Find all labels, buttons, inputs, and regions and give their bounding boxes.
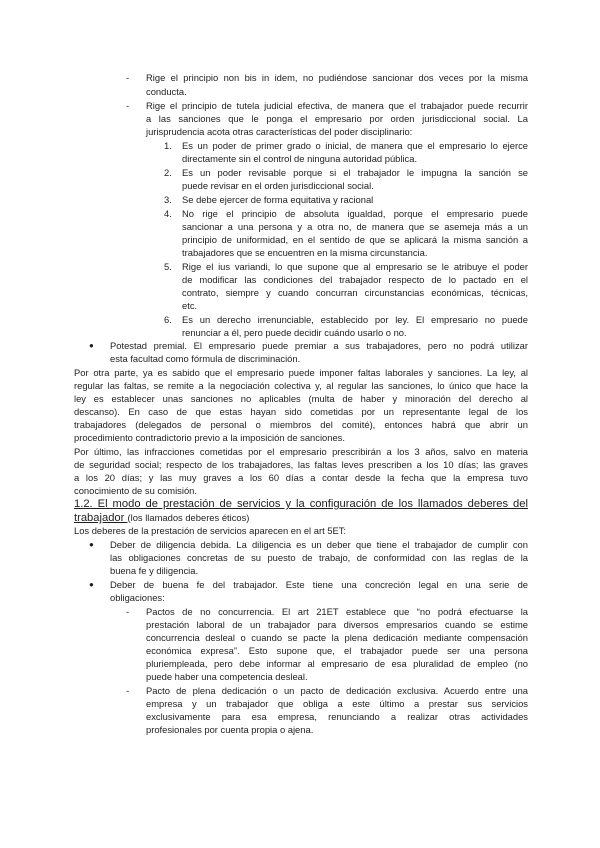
text-line: descanso). En caso de que estas hayan sido cometidas por un representante legal de los [74, 406, 528, 417]
text-line: regular las faltas, se remite a la negociación colectiva y, al regular las sanciones, lo único que hace la [74, 380, 528, 391]
text-line: Es un poder revisable porque si el trabajador le impugna la sanción se [182, 167, 528, 178]
text-line: a los 20 días; y las muy graves a los 60 días a contar desde la fecha que la empresa tuvo [74, 472, 528, 483]
text-line: renunciar a él, pero puede decidir cuándo usarlo o no. [182, 327, 407, 338]
section-heading: 1.2. El modo de prestación de servicios y la configuración de los llamados deberes del [74, 498, 528, 510]
text-line: Rige el ius variandi, lo que supone que al empresario se le atribuye el poder [182, 261, 528, 272]
list-number: 4. [164, 208, 172, 219]
text-line: Potestad premial. El empresario puede premiar a sus trabajadores, pero no podrá utilizar [110, 340, 528, 351]
text-line: No rige el principio de absoluta igualdad, porque el empresario puede [182, 208, 528, 219]
text-line: Pacto de plena dedicación o un pacto de dedicación exclusiva. Acuerdo entre una [146, 685, 528, 696]
text-line: conocimiento de su comisión. [74, 485, 197, 496]
list-number: 1. [164, 140, 172, 151]
section-heading-line2 [74, 512, 249, 525]
text-line: Deber de diligencia debida. La diligencia es un deber que tiene el trabajador de cumplir con [110, 539, 528, 550]
text-line: Rige el principio non bis in idem, no pudiéndose sancionar dos veces por la misma [146, 72, 528, 83]
text-line: contrato, siempre y cuando concurran circunstancias económicas, técnicas, [182, 287, 528, 298]
text-line: económica expresa”. Esto supone que, el trabajador puede ser una persona [146, 645, 528, 656]
section-heading-note: (los llamados deberes éticos) [127, 512, 250, 523]
section-heading-underlined: trabajador [74, 512, 128, 524]
text-line: conducta. [146, 86, 187, 97]
text-line: Pactos de no concurrencia. El art 21ET establece que “no podrá efectuarse la [146, 606, 528, 617]
bullet-marker: ● [89, 341, 94, 350]
text-line: directamente sin el control de ninguna autoridad pública. [182, 153, 418, 164]
text-line: sancionar a una persona y a otra no, de manera que se asemeja más a un [182, 221, 528, 232]
text-line: empresa y un trabajador que obliga a este último a prestar sus servicios [146, 698, 528, 709]
text-line: puede revisar en el orden jurisdiccional social. [182, 180, 374, 191]
bullet-marker: ● [89, 540, 94, 549]
text-line: Se debe ejercer de forma equitativa y racional [182, 194, 374, 205]
text-line: jurisprudencia acota otras características del poder disciplinario: [146, 126, 413, 137]
text-line: procedimiento contradictorio previo a la imposición de sanciones. [74, 432, 345, 443]
text-line: esta facultad como fórmula de discriminación. [110, 353, 301, 364]
text-line: concurrencia desleal o cuando se pacte la plena dedicación mediante compensación [146, 632, 528, 643]
list-number: 5. [164, 261, 172, 272]
text-line: buena fe y diligencia. [110, 565, 199, 576]
text-line: ley es establecer unas sanciones no aplicables (multa de haber y minoración del derecho al [74, 393, 528, 404]
list-number: 2. [164, 167, 172, 178]
text-line: pluriempleada, pero debe informar al empresario de esa pluralidad de empleo (no [146, 658, 528, 669]
text-line: Los deberes de la prestación de servicios aparecen en el art 5ET: [74, 525, 347, 536]
list-number: 3. [164, 194, 172, 205]
text-line: Deber de buena fe del trabajador. Este tiene una concreción legal en una serie de [110, 579, 528, 590]
text-line: Es un poder de primer grado o inicial, de manera que el empresario lo ejerce [182, 140, 528, 151]
dash-marker: - [126, 100, 130, 111]
text-line: Es un derecho irrenunciable, establecido por ley. El empresario no puede [182, 314, 528, 325]
bullet-marker: ● [89, 580, 94, 589]
text-line: etc. [182, 300, 198, 311]
text-line: de modificar las condiciones del trabajador respecto de lo pactado en el [182, 274, 528, 285]
text-line: exclusivamente para esa empresa, renunciando a realizar otras actividades [146, 711, 528, 722]
text-line: obligaciones: [110, 592, 165, 603]
text-line: Por otra parte, ya es sabido que el empresario puede imponer faltas laborales y sanciones. La ley, al [74, 367, 528, 378]
text-line: trabajadores (delegados de personal o miembros del comité), entonces habrá que abrir un [74, 419, 528, 430]
text-line: Por último, las infracciones cometidas por el empresario prescribirán a los 3 años, salvo en materia [74, 446, 528, 457]
text-line: profesionales por cuenta propia o ajena. [146, 724, 314, 735]
text-line: a las sanciones que le ponga el empresario por orden jurisdiccional social. La [146, 113, 528, 124]
text-line: prestación laboral de un trabajador para diversos empresarios cuando se estime [146, 619, 528, 630]
text-line: de seguridad social; respecto de los trabajadores, las faltas leves prescriben a los 10 días; las graves [74, 459, 528, 470]
text-line: Rige el principio de tutela judicial efectiva, de manera que el trabajador puede recurrir [146, 100, 528, 111]
text-line: puede haber una competencia desleal. [146, 671, 308, 682]
dash-marker: - [126, 606, 130, 617]
text-line: principio de uniformidad, en el sentido de que se aplicará la misma sanción a [182, 234, 528, 245]
dash-marker: - [126, 685, 130, 696]
text-line: las obligaciones concretas de su puesto de trabajo, de conformidad con las reglas de la [110, 552, 528, 563]
text-line: trabajadores que se encuentren en la misma circunstancia. [182, 247, 428, 258]
dash-marker: - [126, 72, 130, 83]
list-number: 6. [164, 314, 172, 325]
